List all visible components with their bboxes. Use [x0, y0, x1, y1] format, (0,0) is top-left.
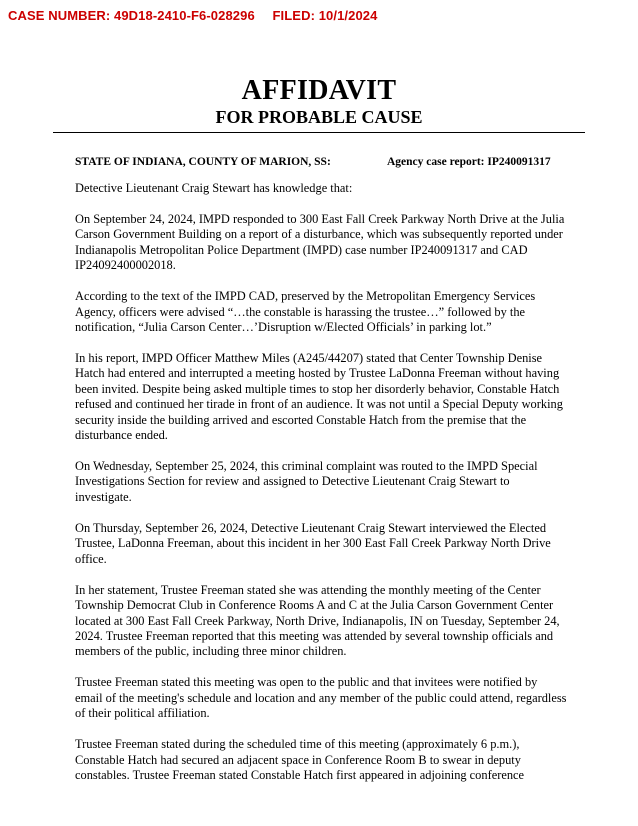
- paragraph: In his report, IMPD Officer Matthew Miles (A245/44207) stated that Center Township Denise Hatch had entered and interrupted a meeting hosted by Trustee LaDonna Freeman without having been invited. Despite being asked multiple times to stop her disorderly behavior, Constable Hatch refused and continued her tirade in front of an audience. It was not until a Special Deputy working security inside the building arrived and escorted Constable Hatch from the premise that the disturbance ended.: [75, 351, 563, 443]
- jurisdiction: STATE OF INDIANA, COUNTY OF MARION, SS:: [75, 156, 331, 168]
- filing-stamp: [8, 8, 377, 23]
- filed-date: FILED: 10/1/2024: [272, 8, 378, 23]
- agency-case-report: Agency case report: IP240091317: [387, 156, 551, 168]
- paragraph: On Thursday, September 26, 2024, Detective Lieutenant Craig Stewart interviewed the Elected Trustee, LaDonna Freeman, about this incident in her 300 East Fall Creek Parkway North Drive office.: [75, 520, 551, 566]
- document-title: AFFIDAVIT: [241, 75, 397, 106]
- title-block: [52, 76, 586, 128]
- paragraph: Trustee Freeman stated this meeting was open to the public and that invitees were notified by email of the meeting's schedule and location and any member of the public could attend, regardless of their political affiliation.: [75, 675, 567, 721]
- paragraph: According to the text of the IMPD CAD, preserved by the Metropolitan Emergency Services Agency, officers were advised “…the constable is harassing the trustee…” followed by the notification, “Julia Carson Center…’Disruption w/Elected Officials’ in parking lot.”: [75, 289, 536, 335]
- paragraph: On Wednesday, September 25, 2024, this criminal complaint was routed to the IMPD Special Investigations Section for review and assigned to Detective Lieutenant Craig Stewart to investigate.: [75, 459, 538, 504]
- case-number: CASE NUMBER: 49D18-2410-F6-028296: [8, 8, 255, 23]
- paragraph: Trustee Freeman stated during the scheduled time of this meeting (approximately 6 p.m.), Constable Hatch had secured an adjacent space in Conference Room B to swear in deputy constables. Trustee Freeman stated Constable Hatch first appeared in adjoining conference: [75, 737, 525, 782]
- paragraph: On September 24, 2024, IMPD responded to 300 East Fall Creek Parkway North Drive at the Julia Carson Government Building on a report of a disturbance, which was subsequently reported under Indianapolis Metropolitan Police Department (IMPD) case number IP240091317 and CAD IP24092400002018.: [75, 212, 565, 273]
- affidavit-body: [75, 181, 567, 799]
- document-subtitle: FOR PROBABLE CAUSE: [215, 107, 423, 127]
- paragraph: Detective Lieutenant Craig Stewart has knowledge that:: [75, 181, 353, 195]
- title-divider: [53, 132, 585, 133]
- paragraph: In her statement, Trustee Freeman stated she was attending the monthly meeting of the Center Township Democrat Club in Conference Rooms A and C at the Julia Carson Government Center located at 300 East Fall Creek Parkway, North Drive, Indianapolis, IN on Tuesday, September 24, 2024. Trustee Freeman reported that this meeting was attended by several township officials and members of the public, including three minor children.: [75, 582, 560, 659]
